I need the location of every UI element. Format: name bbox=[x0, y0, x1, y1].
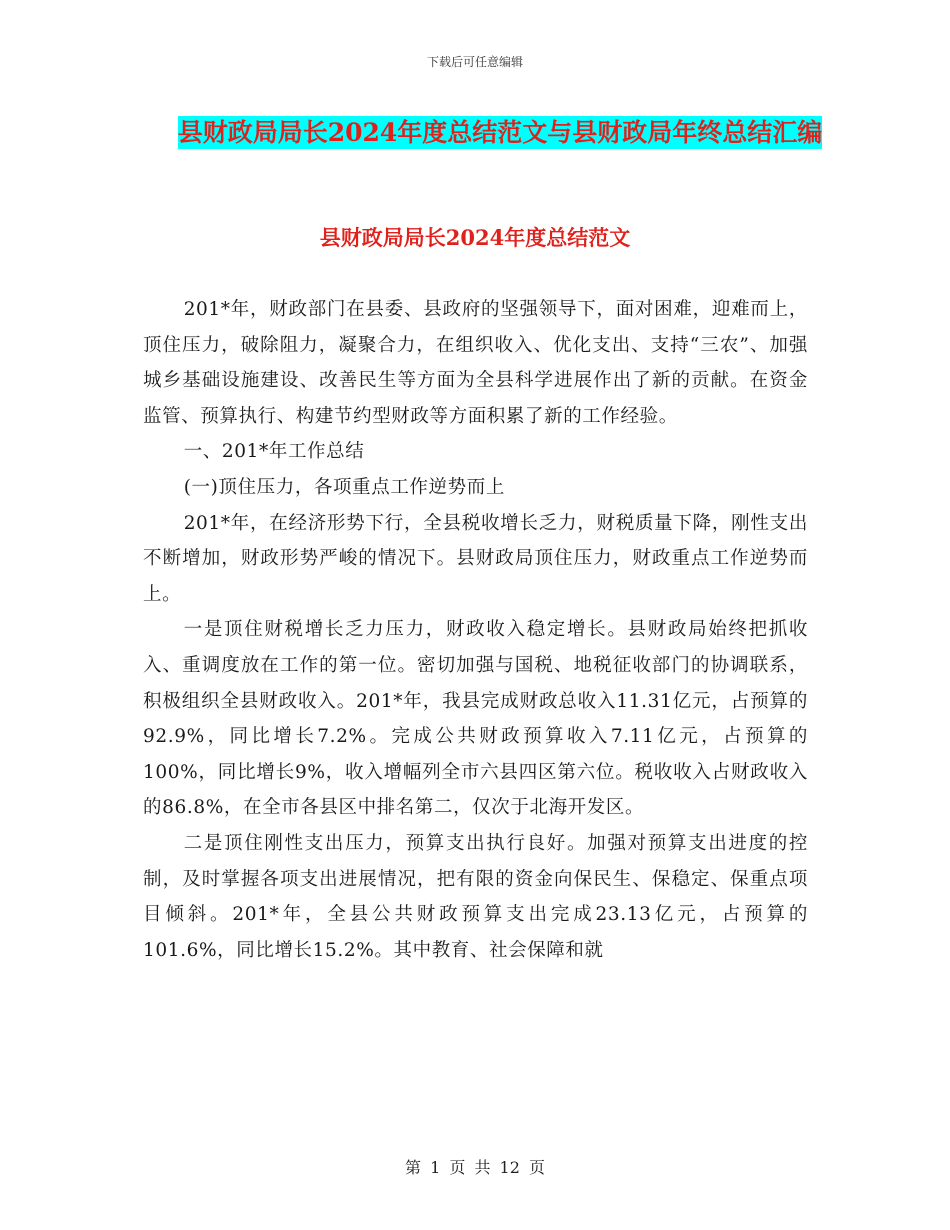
body-paragraph: 一是顶住财税增长乏力压力，财政收入稳定增长。县财政局始终把抓收入、重调度放在工作的第一位。密切加强与国税、地税征收部门的协调联系，积极组织全县财政收入。201*年，我县完成财政总收入11.31亿元，占预算的92.9%，同比增长7.2%。完成公共财政预算收入7.11亿元，占预算的100%，同比增长9%，收入增幅列全市六县四区第六位。税收收入占财政收入的86.8%，在全市各县区中排名第二，仅次于北海开发区。 bbox=[143, 619, 808, 819]
body-paragraph: 201*年，财政部门在县委、县政府的坚强领导下，面对困难，迎难而上，顶住压力，破除阻力，凝聚合力，在组织收入、优化支出、支持“三农”、加强城乡基础设施建设、改善民生等方面为全县科学进展作出了新的贡献。在资金监管、预算执行、构建节约型财政等方面积累了新的工作经验。 bbox=[143, 299, 808, 427]
body-paragraph: 201*年，在经济形势下行，全县税收增长乏力，财税质量下降，刚性支出不断增加，财政形势严峻的情况下。县财政局顶住压力，财政重点工作逆势而上。 bbox=[143, 512, 808, 605]
section-heading: 一、201*年工作总结 bbox=[183, 441, 365, 463]
document-title bbox=[140, 110, 860, 156]
page-number-footer: 第 1 页 共 12 页 bbox=[405, 1158, 545, 1177]
body-paragraph: 二是顶住刚性支出压力，预算支出执行良好。加强对预算支出进度的控制，及时掌握各项支出进展情况，把有限的资金向保民生、保稳定、保重点项目倾斜。201*年，全县公共财政预算支出完成23.13亿元，占预算的101.6%，同比增长15.2%。其中教育、社会保障和就 bbox=[143, 832, 808, 961]
subsection-heading: (一)顶住压力，各项重点工作逆势而上 bbox=[183, 476, 505, 498]
page-header-note: 下载后可任意编辑 bbox=[426, 55, 523, 69]
document-title-text: 县财政局局长2024年度总结范文与县财政局年终总结汇编 bbox=[177, 118, 823, 147]
section-title: 县财政局局长2024年度总结范文 bbox=[319, 225, 631, 250]
document-body bbox=[143, 292, 808, 968]
